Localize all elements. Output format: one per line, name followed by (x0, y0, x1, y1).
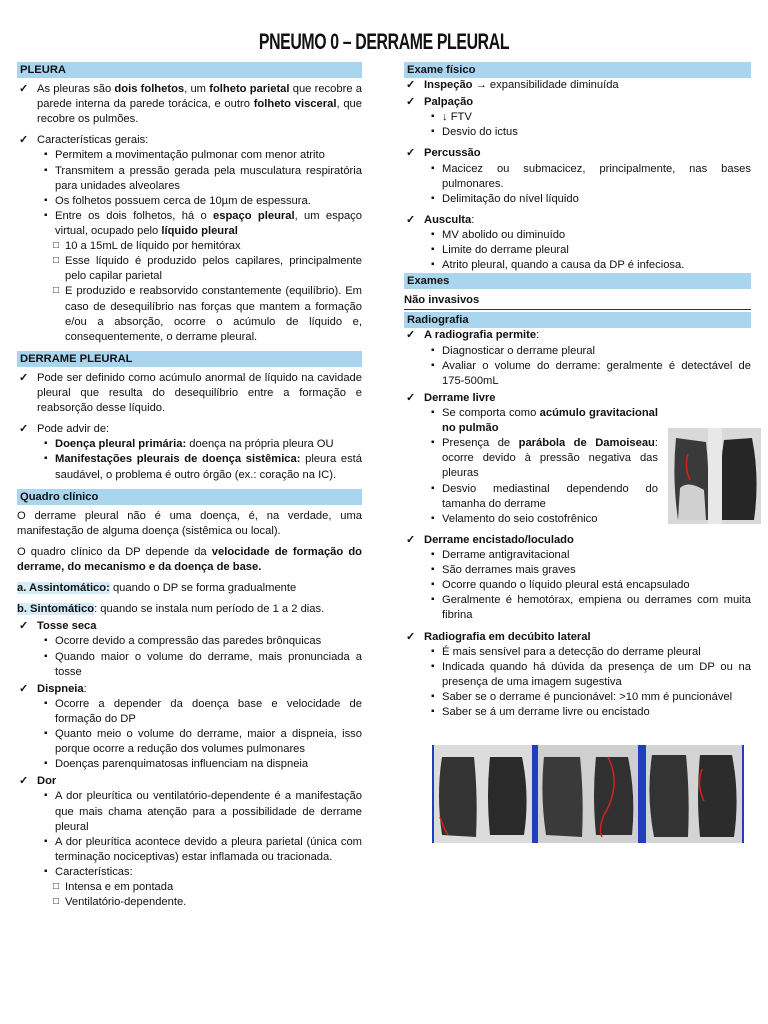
dor: ✓ Dor ▪ A dor pleurítica ou ventilatório-dependente é a manifestação que mais chama atenção para a possibilidade de derrame pleural ▪ A dor pleurítica acontece devido a pleura parietal (única com terminação nociceptivas) estar inflamada ou tracionada. ▪ Características: □ Intensa e em pontada □ Ventilatório-dependente. (17, 774, 362, 910)
list-item: ▪ Desvio do ictus (431, 125, 751, 140)
radiografia-decubito: ✓ Radiografia em decúbito lateral ▪ É mais sensível para a detecção do derrame pleural ▪ Indicada quando há dúvida da presença de um DP ou na presença de uma imagem sugestiva ▪ Saber se o derrame é puncionável: >10 mm é puncionável ▪ Saber se á um derrame livre ou encistado (404, 630, 751, 721)
quadro-clinico-header: Quadro clínico (17, 489, 362, 505)
list-item: □ E produzido e reabsorvido constantemente (equilíbrio). Em caso de desequilíbrio nas forças que mantem a formação e/ou a absorção, ocorre o acúmulo de líquido e, consequentemente, o derrame pleural. (53, 284, 362, 344)
list-item: □ Ventilatório-dependente. (53, 895, 362, 910)
list-item: ▪ Velamento do seio costofrênico (431, 512, 658, 527)
percussao: ✓ Percussão ▪ Macicez ou submacicez, principalmente, nas bases pulmonares. ▪ Delimitação do nível líquido (404, 146, 751, 206)
list-item: ▪ Desvio mediastinal dependendo do tamanha do derrame (431, 482, 658, 512)
list-item: ▪ Quanto meio o volume do derrame, maior a dispneia, isso porque ocorre a redução dos volumes pulmonares (44, 727, 362, 757)
exames-header: Exames (404, 273, 751, 289)
list-item: ▪ Indicada quando há dúvida da presença de um DP ou na presença de uma imagem sugestiva (431, 660, 751, 690)
list-item: ▪ Avaliar o volume do derrame: geralmente é detectável de 175-500mL (431, 359, 751, 389)
list-item: ▪ Se comporta como acúmulo gravitacional no pulmão (431, 406, 658, 436)
list-item: ▪ Quando maior o volume do derrame, mais pronunciada a tosse (44, 650, 362, 680)
list-item: ▪ Entre os dois folhetos, há o espaço pleural, um espaço virtual, ocupado pelo líquido pleural (44, 209, 362, 239)
list-item: ▪ Presença de parábola de Damoiseau: ocorre devido à pressão negativa das pleuras (431, 436, 658, 481)
exame-fisico-header: Exame físico (404, 62, 751, 78)
list-item: ▪ Saber se á um derrame livre ou encistado (431, 705, 751, 720)
list-item: ▪ MV abolido ou diminuído (431, 228, 751, 243)
xray-decubito-strip-image (432, 745, 744, 843)
list-item: ▪ Transmitem a pressão gerada pela musculatura respiratória para unidades alveolares (44, 164, 362, 194)
derrame-definition: ✓ Pode ser definido como acúmulo anormal de líquido na cavidade pleural que resulta do desequilíbrio entre a formação e reabsorção desse líquido. (17, 371, 362, 416)
list-item: ▪ Doença pleural primária: doença na própria pleura OU (44, 437, 362, 452)
list-item: ▪ Macicez ou submacicez, principalmente, nas bases pulmonares. (431, 162, 751, 192)
derrame-header: DERRAME PLEURAL (17, 351, 362, 367)
radiografia-header: Radiografia (404, 312, 751, 328)
quadro-paragraph-2: O quadro clínico da DP depende da velocidade de formação do derrame, do mecanismo e da doença de base. (17, 545, 362, 573)
list-item: □ 10 a 15mL de líquido por hemitórax (53, 239, 362, 254)
pode-advir: ✓ Pode advir de: ▪ Doença pleural primária: doença na própria pleura OU ▪ Manifestações pleurais de doença sistêmica: pleura está saudável, o problema é outro órgão (ex.: coração na IC). (17, 422, 362, 482)
assintomatico: a. Assintomático: quando o DP se forma gradualmente (17, 582, 297, 595)
list-item: ▪ São derrames mais graves (431, 563, 751, 578)
caracteristicas-gerais: ✓ Características gerais: ▪ Permitem a movimentação pulmonar com menor atrito ▪ Transmitem a pressão gerada pela musculatura respiratória para unidades alveolares ▪ Os folhetos possuem cerca de 10µm de espessura. ▪ Entre os dois folhetos, há o espaço pleural, um espaço virtual, ocupado pelo líquido pleural □ 10 a 15mL de líquido por hemitórax □ Esse líquido é produzido pelos capilares, principalmente pelo capilar parietal □ E produzido e reabsorvido constantemente (equilíbrio). Em caso de desequilíbrio nas forças que mantem a formação e/ou a absorção, ocorre o acúmulo de líquido e, consequentemente, o derrame pleural. (17, 133, 362, 345)
list-item: ▪ A dor pleurítica ou ventilatório-dependente é a manifestação que mais chama atenção para a possibilidade de derrame pleural (44, 789, 362, 834)
list-item: ▪ Atrito pleural, quando a causa da DP é infeciosa. (431, 258, 751, 273)
tosse-seca: ✓ Tosse seca ▪ Ocorre devido a compressão das paredes brônquicas ▪ Quando maior o volume do derrame, mais pronunciada a tosse (17, 619, 362, 679)
dispneia: ✓ Dispneia: ▪ Ocorre a depender da doença base e velocidade de formação do DP ▪ Quanto meio o volume do derrame, maior a dispneia, isso porque ocorre a redução dos volumes pulmonares ▪ Doenças parenquimatosas influenciam na dispneia (17, 682, 362, 773)
ausculta: ✓ Ausculta: ▪ MV abolido ou diminuído ▪ Limite do derrame pleural ▪ Atrito pleural, quando a causa da DP é infeciosa. (404, 213, 751, 273)
quadro-paragraph-1: O derrame pleural não é uma doença, é, na verdade, uma manifestação de alguma doença (sistêmica ou local). (17, 509, 362, 537)
pleura-header: PLEURA (17, 62, 362, 78)
list-item: ▪ É mais sensível para a detecção do derrame pleural (431, 645, 751, 660)
list-item: ▪ Geralmente é hemotórax, empiena ou derrames com muita fibrina (431, 593, 751, 623)
xray-derrame-livre-image (668, 428, 761, 524)
list-item: ▪ Manifestações pleurais de doença sistêmica: pleura está saudável, o problema é outro órgão (ex.: coração na IC). (44, 452, 362, 482)
inspecao: ✓ Inspeção → expansibilidade diminuída (404, 78, 751, 93)
list-item: ▪ Delimitação do nível líquido (431, 192, 751, 207)
list-item: □ Intensa e em pontada (53, 880, 362, 895)
left-column (17, 62, 362, 912)
list-item: ▪ Ocorre a depender da doença base e velocidade de formação do DP (44, 697, 362, 727)
derrame-livre: ✓ Derrame livre ▪ Se comporta como acúmulo gravitacional no pulmão ▪ Presença de parábola de Damoiseau: ocorre devido à pressão negativa das pleuras ▪ Desvio mediastinal dependendo do tamanha do derrame ▪ Velamento do seio costofrênico (404, 391, 658, 527)
list-item: ▪ Diagnosticar o derrame pleural (431, 344, 751, 359)
list-item: ▪ Os folhetos possuem cerca de 10µm de espessura. (44, 194, 362, 209)
list-item: ▪ Permitem a movimentação pulmonar com menor atrito (44, 148, 362, 163)
pleura-intro: ✓ As pleuras são dois folhetos, um folheto parietal que recobre a parede interna da parede torácica, e outro folheto visceral, que recobre os pulmões. (17, 82, 362, 127)
nao-invasivos: Não invasivos (404, 293, 751, 310)
list-item: ▪ Ocorre quando o líquido pleural está encapsulado (431, 578, 751, 593)
list-item: ▪ A dor pleurítica acontece devido a pleura parietal (única com terminação nociceptivas) estar inflamada ou tracionada. (44, 835, 362, 865)
list-item: □ Esse líquido é produzido pelos capilares, principalmente pelo capilar parietal (53, 254, 362, 284)
page-title: PNEUMO 0 – DERRAME PLEURAL (258, 29, 510, 54)
list-item: ▪ Doenças parenquimatosas influenciam na dispneia (44, 757, 362, 772)
palpacao: ✓ Palpação ▪ ↓ FTV ▪ Desvio do ictus (404, 95, 751, 140)
list-item: ▪ Saber se o derrame é puncionável: >10 mm é puncionável (431, 690, 751, 705)
list-item: ▪ Derrame antigravitacional (431, 548, 751, 563)
sintomatico: b. Sintomático: quando se instala num período de 1 a 2 dias. (17, 603, 325, 616)
right-column (404, 62, 751, 726)
radiografia-permite: ✓ A radiografia permite: ▪ Diagnosticar o derrame pleural ▪ Avaliar o volume do derrame: geralmente é detectável de 175-500mL (404, 328, 751, 388)
list-item: ▪ Ocorre devido a compressão das paredes brônquicas (44, 634, 362, 649)
derrame-encistado: ✓ Derrame encistado/loculado ▪ Derrame antigravitacional ▪ São derrames mais graves ▪ Ocorre quando o líquido pleural está encapsulado ▪ Geralmente é hemotórax, empiena ou derrames com muita fibrina (404, 533, 751, 624)
list-item: ▪ ↓ FTV (431, 110, 751, 125)
list-item: ▪ Limite do derrame pleural (431, 243, 751, 258)
list-item: ▪ Características: (44, 865, 362, 880)
